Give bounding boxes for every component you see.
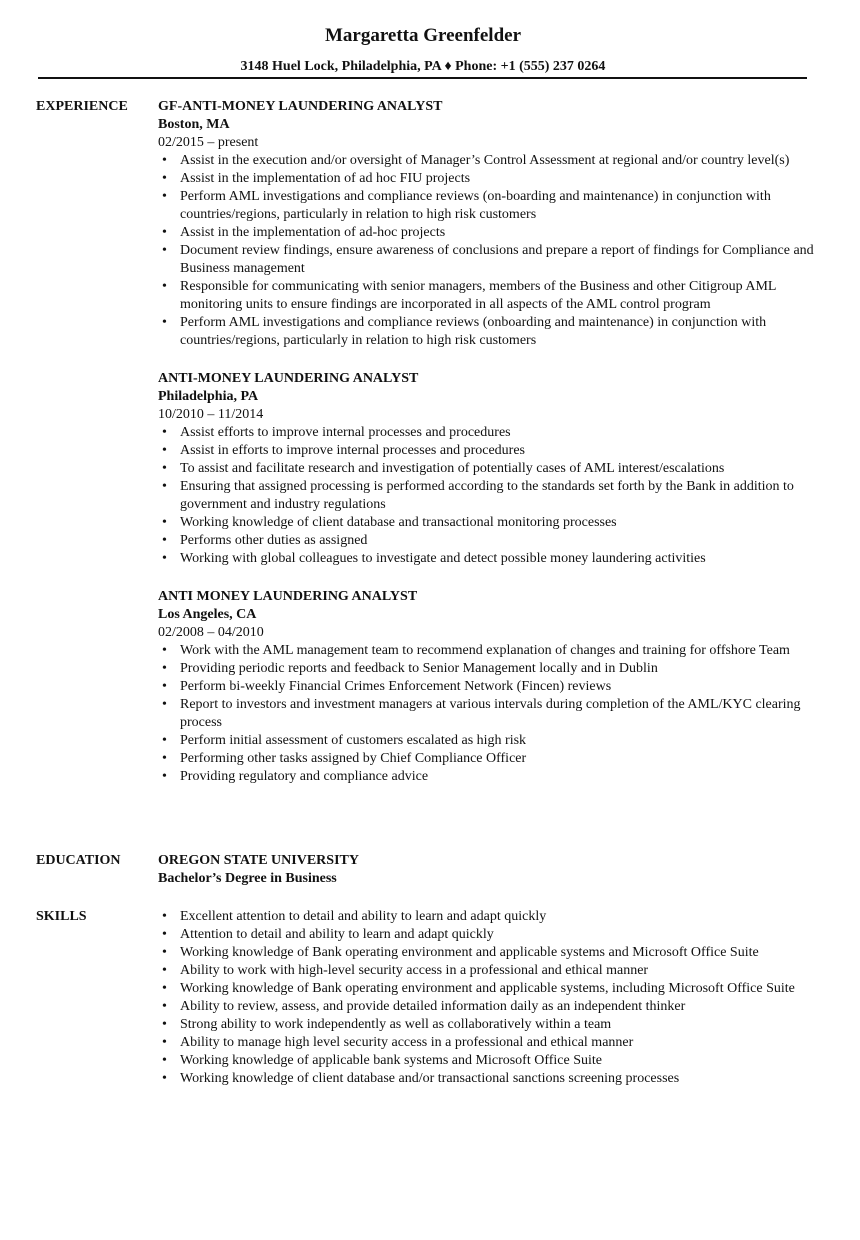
- degree: Bachelor’s Degree in Business: [158, 871, 337, 886]
- job-entry: [158, 370, 818, 568]
- list-item: • Document review findings, ensure awareness of conclusions and prepare a report of findings for Compliance and Business management: [158, 242, 818, 278]
- list-item: • Excellent attention to detail and ability to learn and adapt quickly: [158, 908, 818, 926]
- list-item: • Working with global colleagues to investigate and detect possible money laundering activities: [158, 550, 818, 568]
- job-dates: 02/2015 – present: [158, 135, 259, 150]
- job-location: Boston, MA: [158, 117, 230, 132]
- list-item: • Ability to manage high level security access in a professional and ethical manner: [158, 1034, 818, 1052]
- contact-line: 3148 Huel Lock, Philadelphia, PA ♦ Phone: +1 (555) 237 0264: [240, 59, 606, 74]
- job-location: Los Angeles, CA: [158, 607, 257, 622]
- list-item: • Working knowledge of Bank operating environment and applicable systems and Microsoft Office Suite: [158, 944, 818, 962]
- job-title: ANTI-MONEY LAUNDERING ANALYST: [158, 371, 419, 386]
- list-item: • Working knowledge of applicable bank systems and Microsoft Office Suite: [158, 1052, 818, 1070]
- list-item: • Attention to detail and ability to learn and adapt quickly: [158, 926, 818, 944]
- job-bullets: [158, 152, 818, 350]
- experience-section: [158, 98, 818, 806]
- list-item: • Providing periodic reports and feedback to Senior Management locally and in Dublin: [158, 660, 818, 678]
- list-item: • Providing regulatory and compliance advice: [158, 768, 818, 786]
- list-item: • Perform AML investigations and compliance reviews (on-boarding and maintenance) in conjunction with countries/regions, particularly in relation to high risk customers: [158, 188, 818, 224]
- list-item: • Working knowledge of client database and transactional monitoring processes: [158, 514, 818, 532]
- job-title: GF-ANTI-MONEY LAUNDERING ANALYST: [158, 99, 443, 114]
- header-divider: [38, 77, 807, 79]
- list-item: • Working knowledge of client database and/or transactional sanctions screening processes: [158, 1070, 818, 1088]
- skills-heading: SKILLS: [36, 909, 87, 924]
- job-entry: [158, 98, 818, 350]
- list-item: • Assist in the execution and/or oversight of Manager’s Control Assessment at regional and/or country level(s): [158, 152, 818, 170]
- list-item: • Assist in the implementation of ad-hoc projects: [158, 224, 818, 242]
- education-heading: EDUCATION: [36, 853, 121, 868]
- list-item: • Performing other tasks assigned by Chief Compliance Officer: [158, 750, 818, 768]
- list-item: • To assist and facilitate research and investigation of potentially cases of AML interest/escalations: [158, 460, 818, 478]
- list-item: • Working knowledge of Bank operating environment and applicable systems, including Microsoft Office Suite: [158, 980, 818, 998]
- list-item: • Assist in efforts to improve internal processes and procedures: [158, 442, 818, 460]
- job-dates: 02/2008 – 04/2010: [158, 625, 264, 640]
- list-item: • Performs other duties as assigned: [158, 532, 818, 550]
- list-item: • Strong ability to work independently as well as collaboratively within a team: [158, 1016, 818, 1034]
- list-item: • Perform AML investigations and compliance reviews (onboarding and maintenance) in conjunction with countries/regions, particularly in relation to high risk customers: [158, 314, 818, 350]
- list-item: • Ensuring that assigned processing is performed according to the standards set forth by the Bank in addition to government and industry regulations: [158, 478, 818, 514]
- job-entry: [158, 588, 818, 786]
- skills-section: [158, 908, 818, 1088]
- job-bullets: [158, 642, 818, 786]
- list-item: • Ability to work with high-level security access in a professional and ethical manner: [158, 962, 818, 980]
- education-section: [158, 852, 818, 888]
- list-item: • Ability to review, assess, and provide detailed information daily as an independent thinker: [158, 998, 818, 1016]
- list-item: • Assist in the implementation of ad hoc FIU projects: [158, 170, 818, 188]
- job-dates: 10/2010 – 11/2014: [158, 407, 264, 422]
- resume-header: [40, 24, 806, 76]
- skills-list: [158, 908, 818, 1088]
- list-item: • Report to investors and investment managers at various intervals during completion of the AML/KYC clearing process: [158, 696, 818, 732]
- job-title: ANTI MONEY LAUNDERING ANALYST: [158, 589, 418, 604]
- candidate-name: Margaretta Greenfelder: [324, 25, 522, 46]
- job-bullets: [158, 424, 818, 568]
- job-location: Philadelphia, PA: [158, 389, 259, 404]
- experience-heading: EXPERIENCE: [36, 99, 128, 114]
- list-item: • Work with the AML management team to recommend explanation of changes and training for offshore Team: [158, 642, 818, 660]
- list-item: • Perform initial assessment of customers escalated as high risk: [158, 732, 818, 750]
- list-item: • Responsible for communicating with senior managers, members of the Business and other Citigroup AML monitoring units to ensure findings are incorporated in all aspects of the AML control program: [158, 278, 818, 314]
- list-item: • Assist efforts to improve internal processes and procedures: [158, 424, 818, 442]
- school-name: OREGON STATE UNIVERSITY: [158, 853, 359, 868]
- list-item: • Perform bi-weekly Financial Crimes Enforcement Network (Fincen) reviews: [158, 678, 818, 696]
